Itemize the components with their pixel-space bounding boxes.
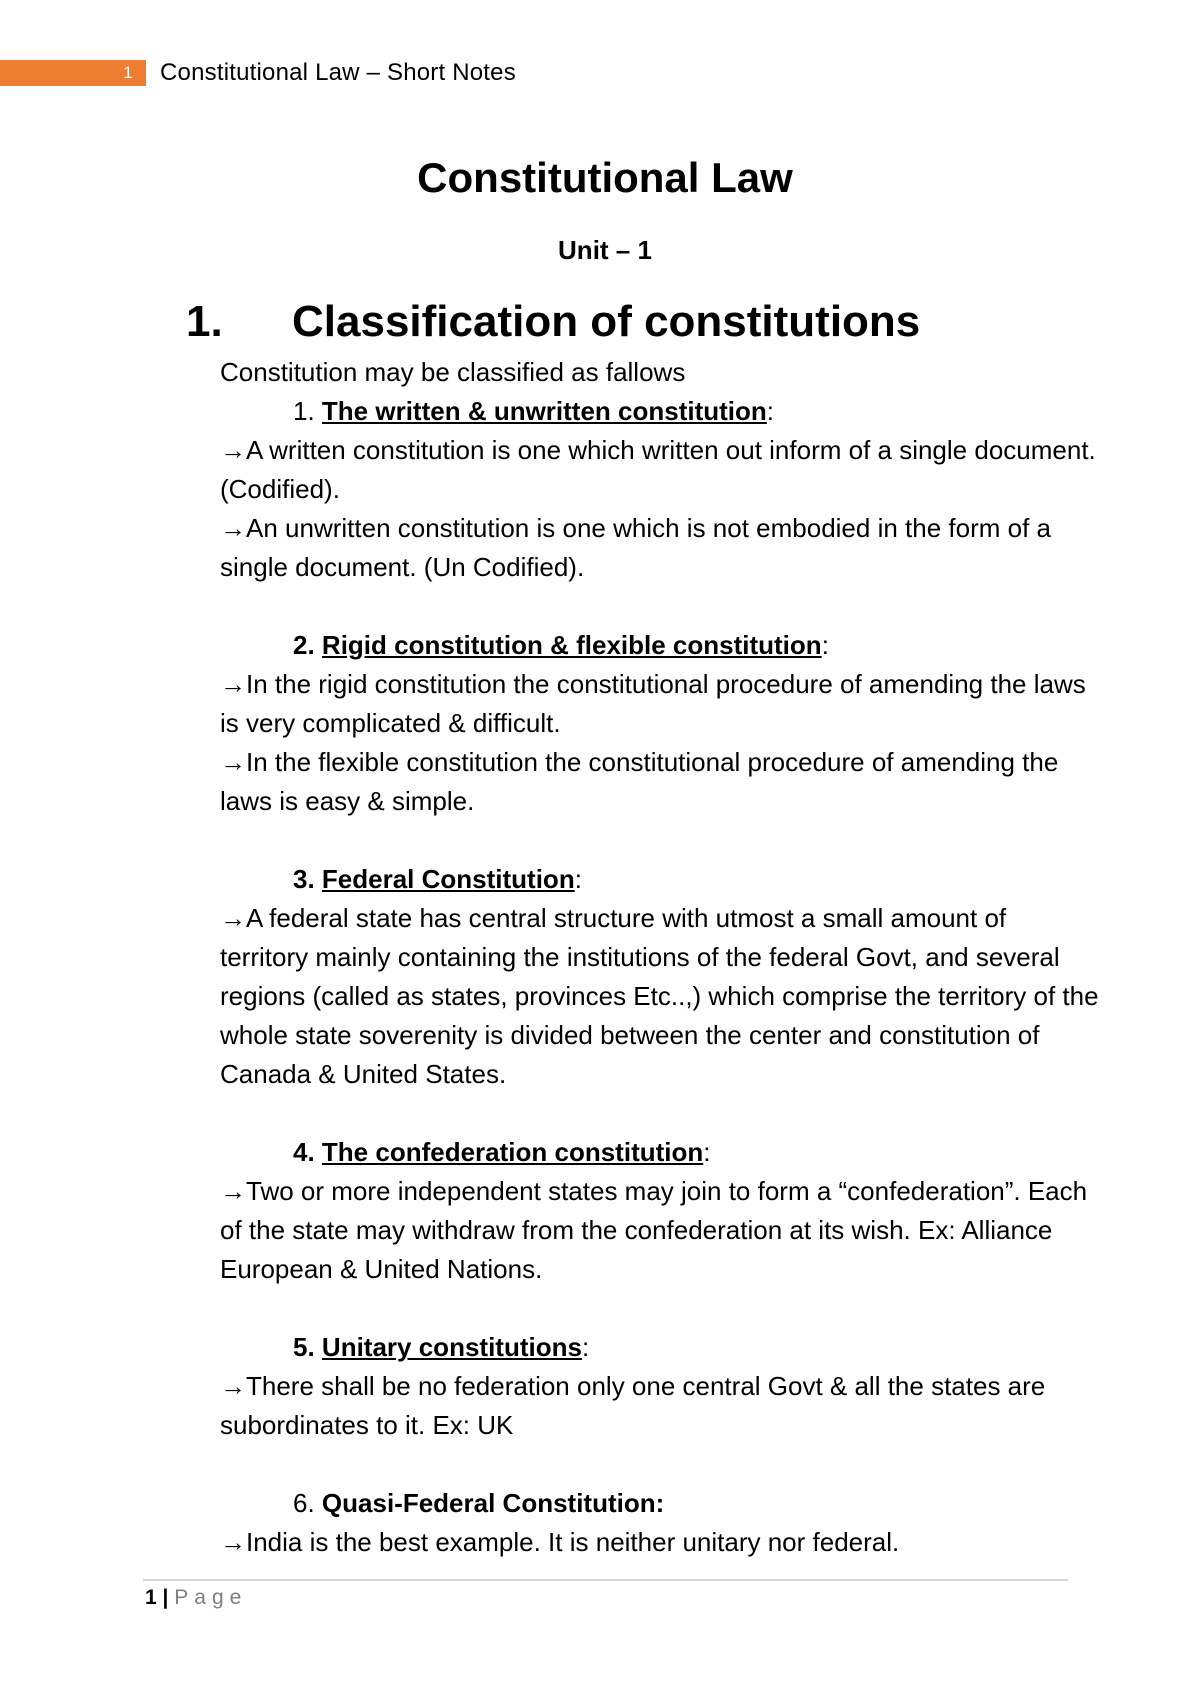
item-point: →Two or more independent states may join to form a “confederation”. Each of the state may withdraw from the confederation at its wish. Ex: Alliance European & United Nations. (220, 1176, 1088, 1284)
item-point: →An unwritten constitution is one which is not embodied in the form of a single document. (Un Codified). (220, 513, 1051, 582)
section-intro: Constitution may be classified as fallows (220, 357, 686, 387)
item-title: Unitary constitutions (321, 1332, 582, 1362)
footer-page-number: 1 (145, 1586, 157, 1609)
header-page-number: 1 (123, 63, 133, 82)
section-title: Classification of constitutions (292, 297, 921, 346)
item-heading-2: 2. Rigid constitution & flexible constitution: (293, 630, 829, 660)
section-content (220, 353, 1100, 1562)
item-heading-1: 1. The written & unwritten constitution: (293, 396, 775, 426)
footer-divider (143, 1579, 1068, 1581)
item-title: Rigid constitution & flexible constitution (321, 630, 822, 660)
item-number: 2. (293, 630, 315, 660)
item-point: →A federal state has central structure with utmost a small amount of territory mainly containing the institutions of the federal Govt, and several regions (called as states, provinces Etc..,) which comprise the territory of the whole state soverenity is divided between the center and constitution of Canada & United States. (220, 903, 1099, 1089)
item-number: 6. (293, 1488, 315, 1518)
item-point: →In the flexible constitution the constitutional procedure of amending the laws is easy & simple. (220, 747, 1059, 816)
item-point: →India is the best example. It is neither unitary nor federal. (220, 1527, 900, 1557)
footer-page-label: Page (174, 1586, 248, 1609)
item-number: 5. (293, 1332, 315, 1362)
item-heading-3: 3. Federal Constitution: (293, 864, 582, 894)
item-heading-5: 5. Unitary constitutions: (293, 1332, 590, 1362)
item-heading-4: 4. The confederation constitution: (293, 1137, 711, 1167)
unit-label: Unit – 1 (558, 235, 652, 265)
item-title: Quasi-Federal Constitution: (321, 1488, 665, 1518)
running-header-title: Constitutional Law – Short Notes (160, 59, 516, 86)
item-heading-6 (220, 1484, 1100, 1523)
item-number: 1. (293, 396, 315, 426)
item-number: 3. (293, 864, 315, 894)
item-point: →A written constitution is one which written out inform of a single document. (Codified). (220, 435, 1096, 504)
footer-separator: | (162, 1586, 169, 1609)
item-title: The written & unwritten constitution (321, 396, 767, 426)
item-number: 4. (293, 1137, 315, 1167)
item-title: Federal Constitution (321, 864, 575, 894)
section-heading (186, 294, 920, 350)
item-point: →There shall be no federation only one central Govt & all the states are subordinates to it. Ex: UK (220, 1371, 1046, 1440)
item-title: The confederation constitution (321, 1137, 704, 1167)
section-number: 1. (186, 297, 223, 346)
page-footer (145, 1584, 247, 1612)
document-title: Constitutional Law (417, 154, 793, 201)
item-point: →In the rigid constitution the constitutional procedure of amending the laws is very complicated & difficult. (220, 669, 1086, 738)
